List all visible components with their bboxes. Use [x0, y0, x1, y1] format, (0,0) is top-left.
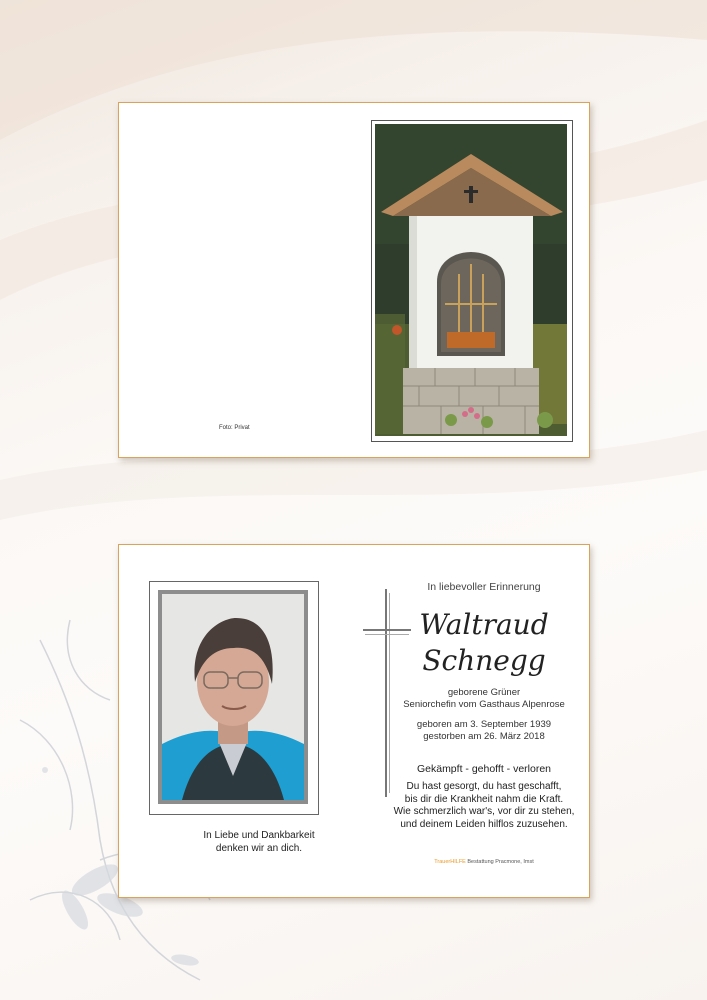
died-date: gestorben am 26. März 2018 [423, 730, 545, 742]
footer-text: Bestattung Pracmone, Imst [465, 859, 534, 865]
dates [389, 719, 579, 742]
inner-card [118, 544, 590, 898]
portrait-photo [162, 594, 304, 800]
footer [389, 859, 579, 865]
poem-line: Du hast gesorgt, du hast geschafft, [406, 781, 562, 792]
poem-line: und deinem Leiden hilflos zuzusehen. [400, 818, 568, 830]
footer-brand: TrauerHILFE [434, 859, 466, 865]
title: Seniorchefin vom Gasthaus Alpenrose [403, 698, 565, 710]
poem [389, 781, 579, 831]
memorial-caption-line2: denken wir an dich. [215, 843, 303, 854]
last-name: Schnegg [422, 644, 546, 677]
portrait-mat [158, 590, 308, 804]
poem-line: bis dir die Krankheit nahm die Kraft. [404, 793, 564, 805]
front-card [118, 102, 590, 458]
born-date: geboren am 3. September 1939 [416, 719, 552, 730]
memorial-caption [159, 829, 359, 855]
chapel-photo [375, 124, 567, 436]
chapel-photo-frame [371, 120, 573, 442]
memorial-caption-line1: In Liebe und Dankbarkeit [203, 830, 315, 841]
motto: Gekämpft - gehofft - verloren [416, 763, 552, 775]
heading: In liebevoller Erinnerung [427, 581, 541, 593]
birth-name: geborene Grüner [447, 687, 521, 698]
description [389, 687, 579, 710]
first-name: Waltraud [419, 608, 549, 641]
photo-credit: Foto: Privat [219, 425, 250, 431]
poem-line: Wie schmerzlich war's, vor dir zu stehen, [393, 806, 575, 817]
portrait-frame [149, 581, 319, 815]
